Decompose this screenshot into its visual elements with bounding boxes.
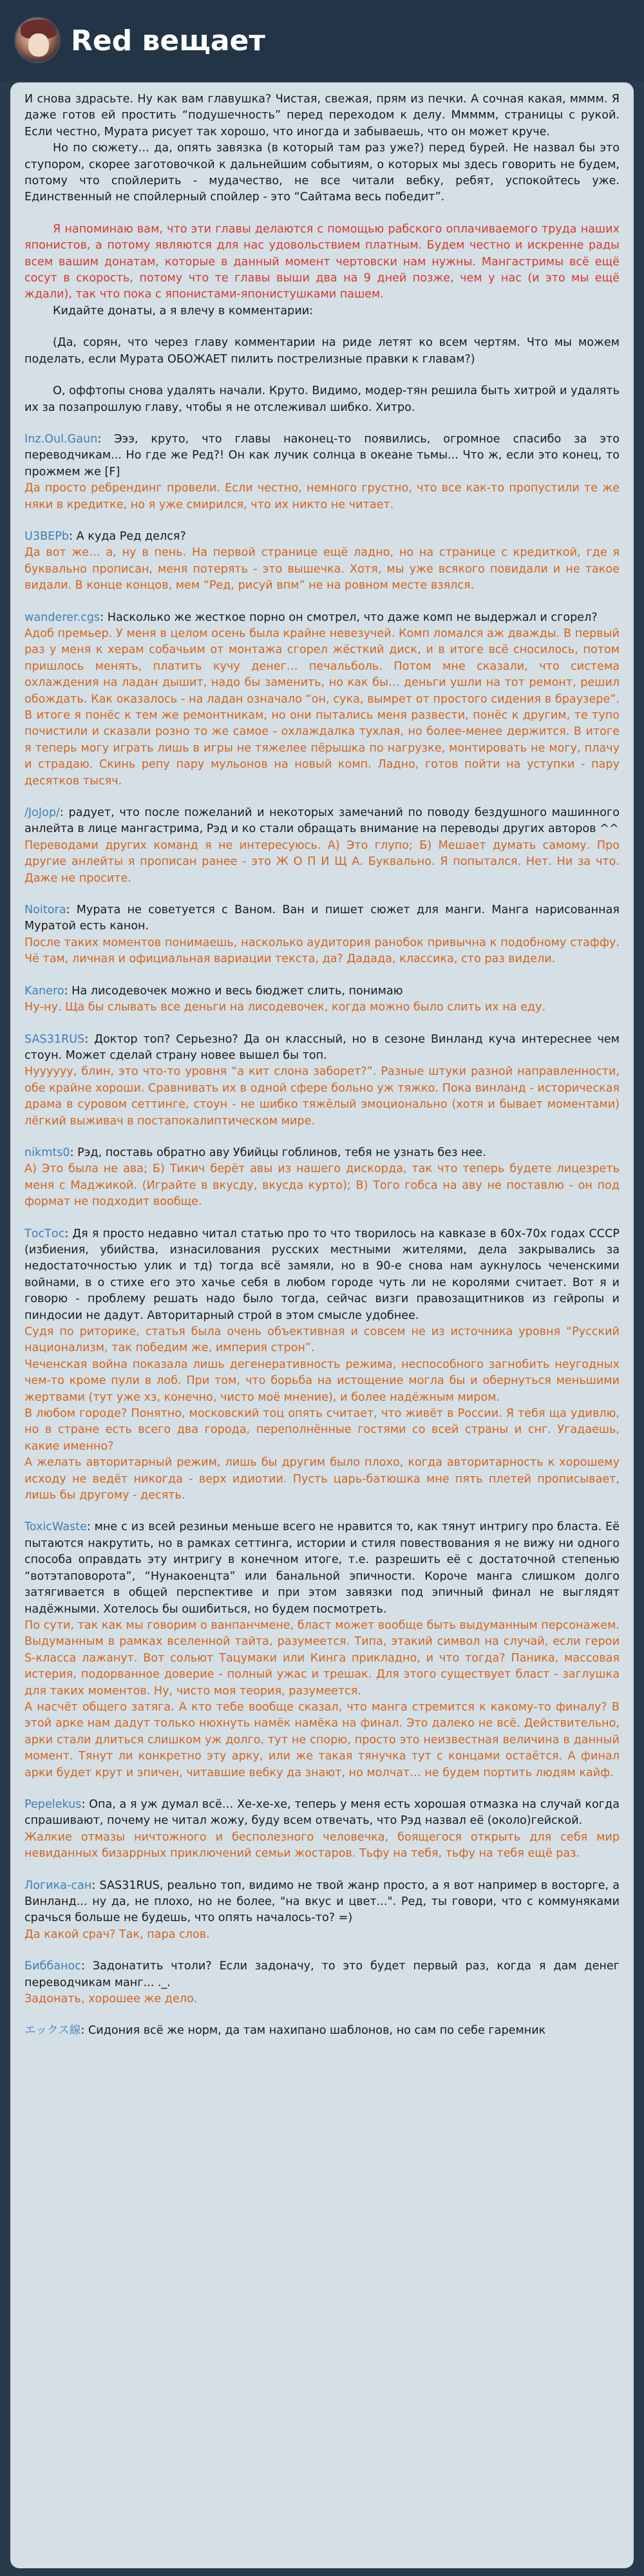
comment-block [24, 983, 620, 999]
comment-block [24, 1519, 620, 1617]
post-intro-2: Но по сюжету… да, опять завязка (в который там раз уже?) перед бурей. Не назвал бы это ступором, скорее заготовочкой к дальнейшим событиям, о которых мы здесь говорить не будем, потому что спойлерить - мудачество, не все читали вебку, ребят, успокойтесь уже. Единственный не спойлерный спойлер - это “Сайтама весь победит”. [24, 142, 620, 204]
comment-username[interactable]: Kanero [24, 984, 64, 998]
comment-block [24, 529, 620, 545]
comment-username[interactable]: Логика-сан [24, 1879, 92, 1892]
reply-text: По сути, так как мы говорим о ванпанчмене, бласт может вообще быть выдуманным персонажем. Выдуманным в рамках вселенной тайта, разумеется. Типа, этакий символ на случай, если герои S-класса лажанут. Вот сольют Тацумаки или Кинга прикладно, и что тогда? Паника, массовая истерия, подорванное доверие - полный ужас и трешак. Для этого существует бласт - заглушка для таких моментов. Ну, чисто моя теория, разумеется. [24, 1618, 620, 1698]
channel-header [0, 0, 644, 81]
comment-username[interactable]: U3BEPb [24, 529, 70, 543]
comment-text: : радует, что после пожеланий и некоторых замечаний по поводу бездушного машинного анлейта в лице мангастрима, Рэд и ко стали обращать внимание на переводы других авторов ^^ [24, 806, 620, 836]
comment-block [24, 1032, 620, 1065]
comment-block [24, 431, 620, 480]
reply-text: А насчёт общего затяга. А кто тебе вообще сказал, что манга стремится к какому-то финалу? В этой арке нам дадут только нюхнуть намёк намёка на финал. Это далеко не всё. Действительно, арки стали длиться слишком уж долго, тут не спорю, просто это неизвестная величина в данный момент. Тянут ли конкретно эту арку, или же такая тянучка тут с концами остаётся. А финал арки будет крут и эпичен, читавшие вебку да знают, но молчат… не будем портить людям кайф. [24, 1700, 620, 1779]
reply-text: А) Это была не ава; Б) Тикич берёт авы из нашего дискорда, так что теперь будете лицезреть меня с Маджикой. (Играйте в вкусду, вкусда курто); В) Того гобса на аву не поставлю - он под формат не подходит вообще. [24, 1162, 620, 1209]
comment-block [24, 805, 620, 838]
comment-username[interactable]: Биббанос [24, 1960, 81, 1973]
comment-username[interactable]: Inz.Oul.Gaun [24, 432, 98, 446]
comment-text: : Рэд, поставь обратно аву Убийцы гоблинов, тебя не узнать без нее. [70, 1146, 486, 1159]
reply-text: Да вот же… а, ну в пень. На первой странице ещё ладно, но на странице с кредиткой, где я буквально прописан, меня потерять - это вышечка. Хотя, мы уже всякого повидали и не такое видали. В конце концов, мем “Ред, рисуй впм” не на ровном месте взялся. [24, 546, 620, 592]
character-avatar-icon[interactable] [14, 17, 61, 63]
reply-text: Задонать, хорошее же дело. [24, 1993, 198, 2006]
reply-text: А желать авторитарный режим, лишь бы другим было плохо, когда авторитарность к хорошему исходу не ведёт никогда - верх идиотии. Пусть царь-батюшка мне пять плетей прописывает, лишь бы другому - десять. [24, 1456, 620, 1502]
comment-text: : Сидония всё же норм, да там нахипано шаблонов, но сам по себе гаремник [80, 2024, 546, 2038]
comment-text: : SAS31RUS, реально топ, видимо не твой жанр просто, а я вот например в восторге, а Винланд... ну да, не плохо, но не более, "на вкус и цвет...". Ред, ты говори, что с коммуняками срачься больше не будешь, что опять началось-то? =) [24, 1879, 620, 1925]
donation-warning: Я напоминаю вам, что эти главы делаются с помощью рабского оплачиваемого труда наших японистов, а потому являются для нас удовольствием платным. Будем честно и искренне рады всем вашим донатам, которые в данный момент чертовски нам нужны. Мангастримы всё ещё сосут в скорость, потому что те главы выши два на 9 дней позже, чем у нас (и это мы ещё ждали), так что пока с японистами-японистушками пашем. [24, 222, 620, 301]
comment-text: : Доктор топ? Серьезно? Да он классный, но в сезоне Винланд куча интереснее чем стоун. Может сделай страну новее вышел бы топ. [24, 1032, 620, 1062]
comment-block [24, 1145, 620, 1161]
comment-block [24, 1878, 620, 1927]
comment-username[interactable]: ТосТос [24, 1227, 65, 1240]
comment-username[interactable]: /JoJop/ [24, 806, 60, 820]
comment-text: : Мурата не советуется с Ваном. Ван и пишет сюжет для манги. Манга нарисованная Муратой есть канон. [24, 904, 620, 933]
offtopic-paragraph: О, оффтопы снова удалять начали. Круто. Видимо, модер-тян решила быть хитрой и удалять их за позапрошлую главу, чтобы я не отслеживал шибко. Хитро. [24, 384, 620, 414]
channel-title[interactable]: Red вещает [71, 24, 265, 57]
comment-username[interactable]: Pepelekus [24, 1797, 82, 1811]
comment-text: : Задонатить чтоли? Если задоначу, то это будет первый раз, когда я дам денег переводчикам манг... ._. [24, 1960, 620, 1989]
post-intro: И снова здрасьте. Ну как вам главушка? Чистая, свежая, прям из печки. А сочная какая, мммм. Я даже готов ей простить “подушечность” перед переходом к делу. Ммммм, страницы с рукой. Если честно, Мурата рисует так хорошо, что иногда и забываешь, что он может круче. [24, 93, 620, 138]
post-message [10, 82, 634, 2568]
reply-text: Переводами других команд я не интересуюсь. А) Это глупо; Б) Мешает думать самому. Про другие анлейты я прописан ранее - это Ж О П И Щ А. Буквально. Я попытался. Нет. Ни за что. Даже не просите. [24, 838, 620, 885]
comment-block [24, 1958, 620, 1991]
reply-text: После таких моментов понимаешь, насколько аудитория ранобок привычна к подобному стаффу. Чё там, личная и официальная вариации текста, да? Дадада, классика, сто раз видели. [24, 936, 620, 966]
comment-block [24, 1797, 620, 1830]
comment-username[interactable]: nikmts0 [24, 1146, 70, 1159]
reply-text: Нуууууу, блин, это что-то уровня “а кит слона заборет?”. Разные штуки разной направленности, обе крайне хороши. Сравнивать их в одной сфере больно уж тяжко. Пока винланд - историческая драма в суровом сеттинге, стоун - не шибко тяжёлый эмоционально (хотя и бывает моментами) лёгкий выживач в постапокалиптическом мире. [24, 1065, 620, 1128]
comment-text: : На лисодевочек можно и весь бюджет слить, понимаю [64, 984, 403, 998]
comment-block [24, 610, 620, 626]
donate-line: Кидайте донаты, а я влечу в комментарии: [53, 304, 314, 317]
reply-text: Ну-ну. Ща бы слывать все деньги на лисодевочек, когда можно было слить их на еду. [24, 1001, 546, 1014]
reply-text: Чеченская война показала лишь дегенеративность режима, неспособного загнобить неугодных чем-то кроме пули в лоб. При том, что борьба на истощение могла бы и обернуться меньшими жертвами (тут уже хз, конечно, чисто моё мнение), и более надёжным миром. [24, 1358, 620, 1404]
comment-username[interactable]: エックス線 [24, 2024, 81, 2038]
reply-text: В любом городе? Понятно, московский тоц опять считает, что живёт в России. Я тебя ща удивлю, но в стране есть всего два города, переполнённые гостями со всей страны и снг. Угадаешь, какие именно? [24, 1407, 620, 1453]
reply-text: Да какой срач? Так, пара слов. [24, 1927, 210, 1941]
reply-text: Да просто ребрендинг провели. Если честно, немного грустно, что все как-то пропустили те же няки в кредитке, но я уже смирился, что их никто не читает. [24, 482, 620, 511]
reply-text: Жалкие отмазы ничтожного и бесполезного человечка, боящегося открыть для себя мир невиданных бизаррных приключений семьи жостаров. Тьфу на тебя, тьфу на тебя ещё раз. [24, 1830, 620, 1861]
comment-text: : А куда Ред делся? [69, 529, 186, 543]
comment-text: : Дя я просто недавно читал статью про то что творилось на кавказе в 60х-70х годах СССР (избиения, убийства, изнасилования русских местными жителями, дела закрывались за недостаточностью улик и тд) тогда всё замяли, но в 90-е снова нам аукнулось чеченскими войнами, в о стихе его это хачье себя в любом городе чуть ли не королями считает. Вот я и говорю - проблему решать надо было тогда, сейчас визги правозащитников из гейропы и пиндосии не дадут. Авторитарный строй в этом смысле удобнее. [24, 1227, 620, 1322]
comment-block [24, 1226, 620, 1324]
comment-text: : Эээ, круто, что главы наконец-то появились, огромное спасибо за это переводчикам... Но где же Ред?! Он как лучик солнца в океане тьмы... Что ж, если это конец, то прожмем же [F] [24, 432, 620, 478]
comment-username[interactable]: Noitora [24, 904, 66, 917]
comment-text: : Насколько же жесткое порно он смотрел, что даже комп не выдержал и сгорел? [100, 611, 598, 624]
comment-text: : мне с из всей резиньи меньше всего не нравится то, как тянут интригу про бласта. Её пытаются накрутить, но в рамках сеттинга, истории и стиля повествования я не вижу ни одного способа оправдать эту интригу в конечном итоге, т.е. разрешить её с достаточной степенью “вотэтаповорота”, “Нунакоенцта” или банальной эпичности. Короче манга слишком долго затягивается в общей перспективе и при этом завязки под эпичный финал не выглядят надёжными. Хотелось бы ошибиться, но будем посмотреть. [24, 1520, 620, 1616]
comment-text: : Опа, а я уж думал всё… Хе-хе-хе, теперь у меня есть хорошая отмазка на случай когда спрашивают, почему не читал жожу, буду всем отвечать, что Рэд назвал её (около)гейской. [24, 1797, 620, 1828]
comment-username[interactable]: wanderer.cgs [24, 611, 100, 624]
comment-block [24, 2023, 620, 2039]
reply-text: Судя по риторике, статья была очень объективная и совсем не из источника уровня “Русский национализм, так победим же, империя строн”. [24, 1325, 620, 1355]
reply-text: Адоб премьер. У меня в целом осень была крайне невезучей. Комп ломался аж дважды. В первый раз у меня к херам собачьим от монтажа сгорел жёсткий диск, и в итоге всё сносилось, потом пришлось менять, платить кучу денег… печальболь. Потом мне сказали, что система охлаждения на ладан дышит, надо бы заменить, но как бы… деньги ушли на тот ремонт, решил обождать. Как оказалось - на ладан означало “он, сука, вымрет от простого сидения в браузере”. В итоге я понёс к тем же ремонтникам, но они пытались меня развести, понёс к другим, те тупо почистили и сказали розно то же самое - охлаждалка тухлая, но более-менее держится. В итоге я теперь могу играть лишь в игры не тяжелее пёрышка по нагрузке, монтировать не могу, плачу и страдаю. Скинь репу пару мульонов на новый комп. Ладно, готов пойти на уступки - пару десятков тысяч. [24, 627, 620, 788]
question-paragraph: (Да, сорян, что через главу комментарии на риде летят ко всем чертям. Что мы можем поделать, если Мурата ОБОЖАЕТ пилить пострелизные правки к главам?) [24, 336, 620, 366]
comment-username[interactable]: ToxicWaste [24, 1520, 87, 1534]
comment-username[interactable]: SAS31RUS [24, 1032, 85, 1046]
comment-block [24, 902, 620, 935]
